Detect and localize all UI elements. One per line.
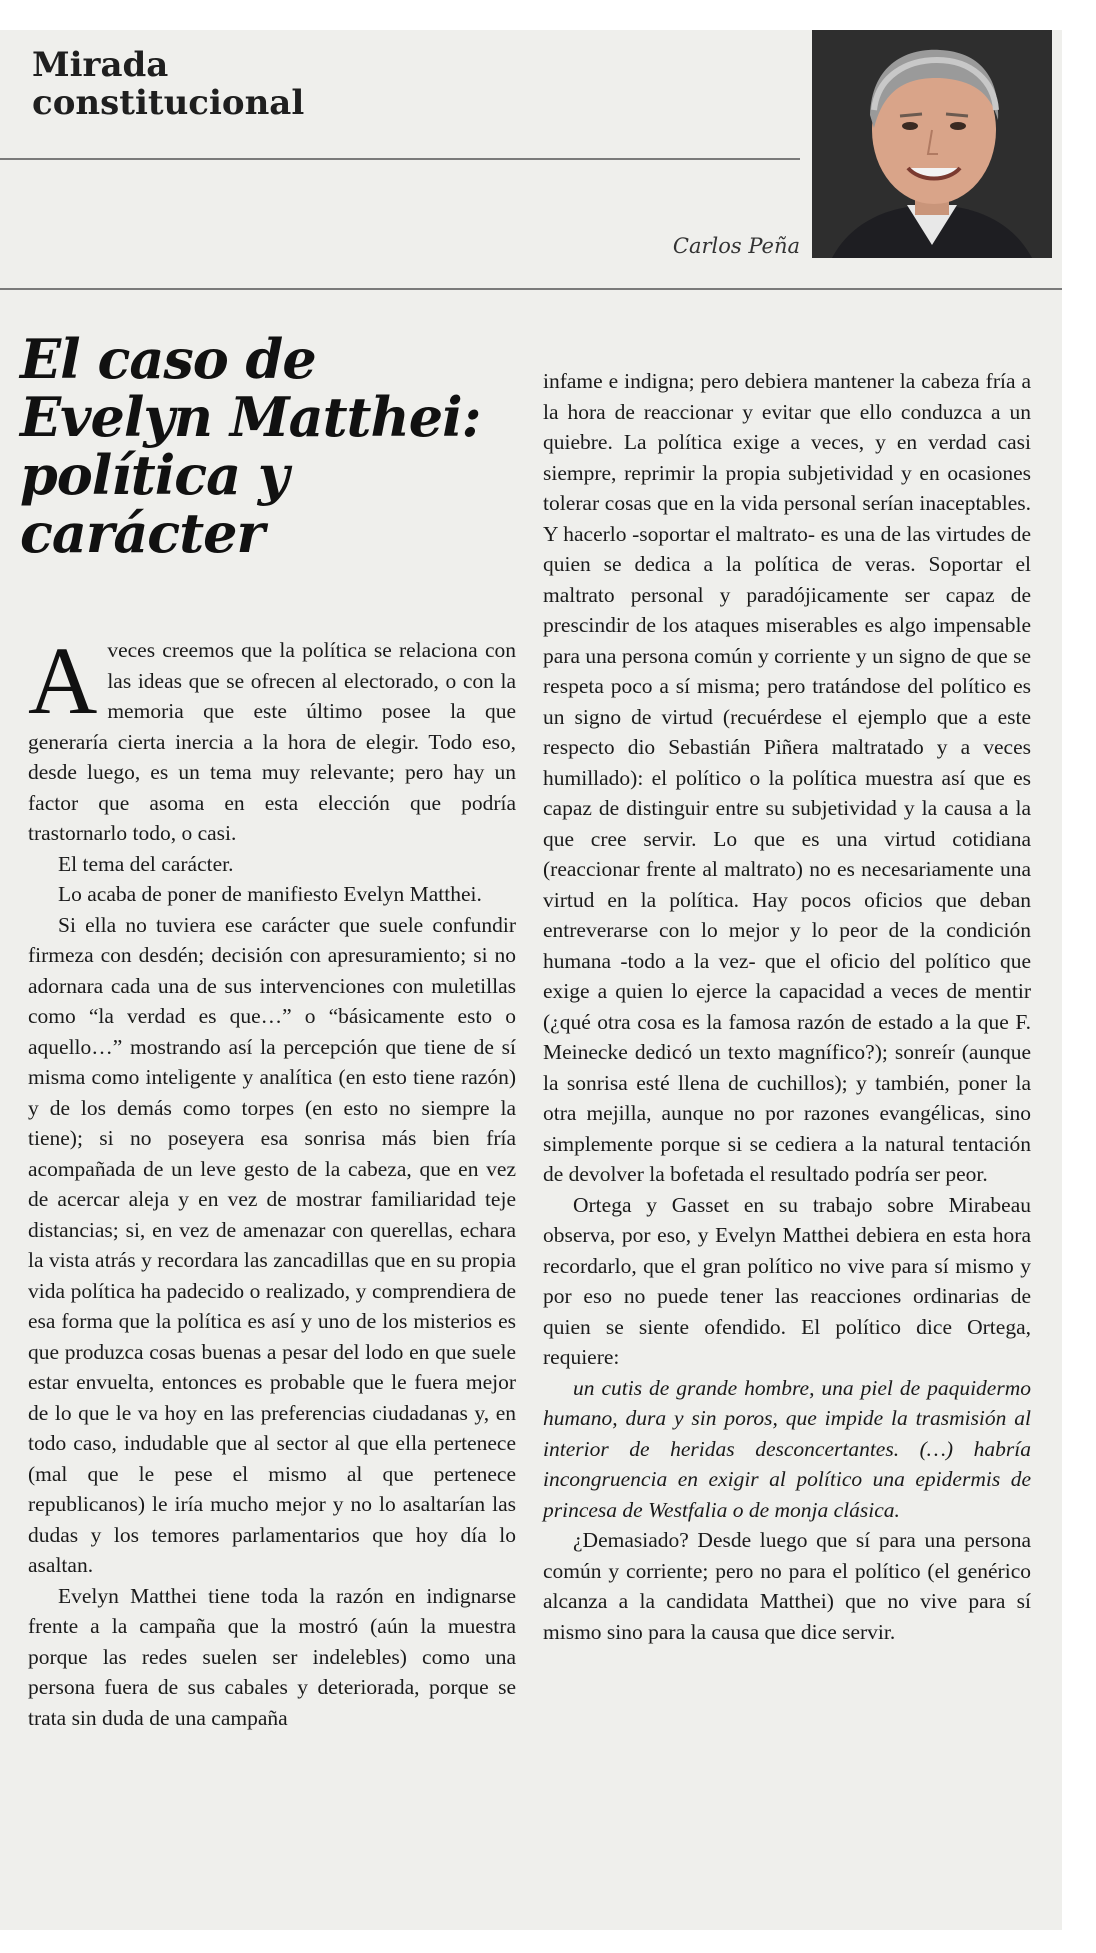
- section-title: [32, 46, 304, 122]
- article-headline: El caso de Evelyn Matthei: política y carácter: [20, 327, 481, 565]
- article-paragraph: [28, 627, 516, 849]
- drop-cap: A: [28, 627, 98, 734]
- author-byline: Carlos Peña: [672, 234, 800, 258]
- section-title-line1: Mirada: [32, 45, 169, 85]
- article-paragraph: Ortega y Gasset en su trabajo sobre Mirabeau observa, por eso, y Evelyn Matthei debiera en esta hora recordarlo, que el gran político no vive para sí mismo y por eso no puede tener las reacciones ordinarias de quien se siente ofendido. El político dice Ortega, requiere:: [543, 1192, 1031, 1369]
- section-title-line2: constitucional: [32, 83, 305, 123]
- author-photo: [812, 30, 1052, 258]
- article-paragraph: Lo acaba de poner de manifiesto Evelyn Matthei.: [58, 882, 482, 906]
- article-paragraph: El tema del carácter.: [58, 851, 234, 876]
- article-paragraph: Si ella no tuviera ese carácter que suele confundir firmeza con desdén; decisión con apresuramiento; si no adornara cada una de sus intervenciones con muletillas como “la verdad es que…” o “básicamente esto o aquello…” mostrando así la percepción que tiene de sí misma como inteligente y analítica (en esto tiene razón) y de los demás como torpes (en esto no siempre la tiene); si no poseyera esa sonrisa más bien fría acompañada de un leve gesto de la cabeza, que en vez de acercar aleja y en vez de mostrar familiaridad teje distancias; si, en vez de amenazar con querellas, echara la vista atrás y recordara las zancadillas que en su propia vida política ha padecido o realizado, y comprendiera de esa forma que la política es así y uno de los misterios es que produzca cosas buenas a pesar del lodo en que suele estar envuelta, entonces es probable que le fuera mejor de lo que le va hoy en las preferencias ciudadanas y, en todo caso, indudable que al sector al que ella pertenece (mal que le pese el mismo al que pertenece republicanos) le iría mucho mejor y no lo asaltarían las dudas y los temores parlamentarios que hoy día lo asaltan.: [28, 912, 516, 1577]
- header-bottom-rule: [0, 288, 1062, 290]
- article-paragraph: infame e indigna; pero debiera mantener la cabeza fría a la hora de reaccionar y evitar que ello conduzca a un quiebre. La política exige a veces, y en verdad casi siempre, reprimir la propia subjetividad y en ocasiones tolerar cosas que en la vida personal serían inaceptables. Y hacerlo -soportar el maltrato- es una de las virtudes de quien se dedica a la política de veras. Soportar el maltrato personal y paradójicamente ser capaz de prescindir de los ataques miserables es algo impensable para una persona común y corriente y un signo de que se respeta poco a sí misma; pero tratándose del político es un signo de virtud (recuérdese el ejemplo que a este respecto dio Sebastián Piñera maltratado y a veces humillado): el político o la política muestra así que es capaz de distinguir entre su subjetividad y la causa a la que cree servir. Lo que es una virtud cotidiana (reaccionar frente al maltrato) no es necesariamente una virtud en la política. Hay pocos oficios que deban entreverarse con lo mejor y lo peor de la condición humana -todo a la vez- que el oficio del político que exige a quien lo ejerce la capacidad a veces de mentir (¿qué otra cosa es la famosa razón de estado a la que F. Meinecke dedicó un texto magnífico?); sonreír (aunque la sonrisa esté llena de cuchillos); y también, poner la otra mejilla, aunque no por razones evangélicas, sino simplemente porque si se cediera a la natural tentación de devolver la bofetada el resultado podría ser peor.: [543, 369, 1031, 1186]
- paragraph-text: veces creemos que la política se relaciona con las ideas que se ofrecen al electorado, o con la memoria que este último posee la que generaría cierta inercia a la hora de elegir. Todo eso, desde luego, es un tema muy relevante; pero hay un factor que asoma en esta elección que podría trastornarlo todo, o casi.: [28, 638, 516, 845]
- author-portrait-image: [812, 30, 1052, 258]
- newspaper-page: [0, 30, 1062, 1930]
- article-column-right: [543, 366, 1031, 1647]
- article-paragraph: Evelyn Matthei tiene toda la razón en indignarse frente a la campaña que la mostró (aún la muestra porque las redes suelen ser indelebles) como una persona fuera de sus cabales y deteriorada, porque se trata sin duda de una campaña: [28, 1583, 516, 1730]
- article-column-left: [28, 627, 516, 1733]
- closing-paragraph: ¿Demasiado? Desde luego que sí para una persona común y corriente; pero no para el político (el genérico alcanza a la candidata Matthei) que no vive para sí mismo sino para la causa que dice servir.: [543, 1528, 1031, 1644]
- header-rule: [0, 158, 800, 160]
- ortega-quote: un cutis de grande hombre, una piel de paquidermo humano, dura y sin poros, que impide la trasmisión al interior de heridas desconcertantes. (…) habría incongruencia en exigir al político una epidermis de princesa de Westfalia o de monja clásica.: [543, 1375, 1031, 1522]
